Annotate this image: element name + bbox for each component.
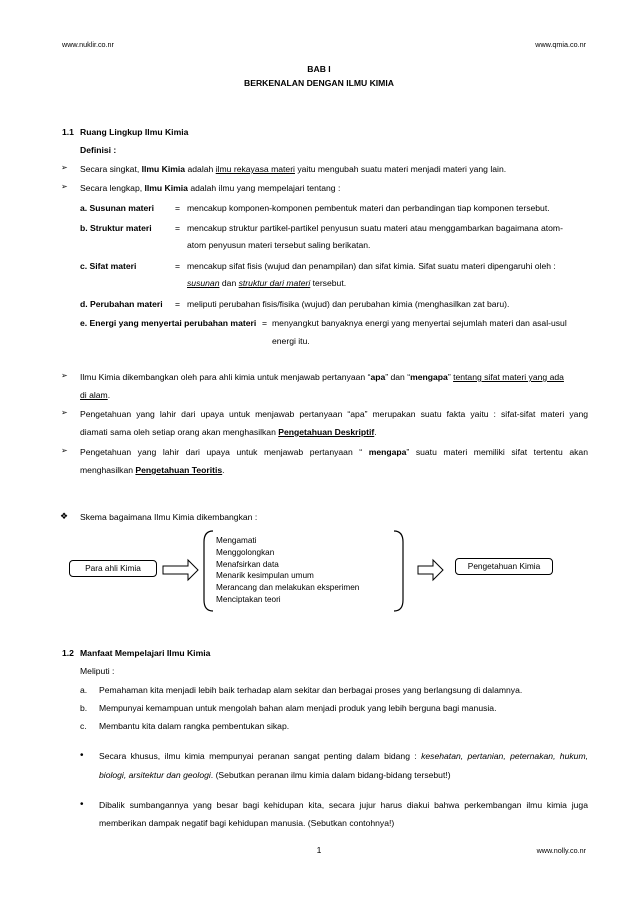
def-eq: = bbox=[175, 261, 181, 271]
definition-long: Secara lengkap, Ilmu Kimia adalah ilmu yang mempelajari tentang : bbox=[80, 183, 341, 193]
list-item: Pemahaman kita menjadi lebih baik terhadap alam sekitar dan berbagai proses yang berlangsung di dalamnya. bbox=[99, 685, 523, 695]
section-heading: Manfaat Mempelajari Ilmu Kimia bbox=[80, 648, 211, 658]
schema-source-box: Para ahli Kimia bbox=[69, 560, 157, 577]
paragraph-fields-cont: biologi, arsitektur dan geologi. (Sebutkan peranan ilmu kimia dalam bidang-bidang tersebut!) bbox=[99, 770, 451, 780]
arrow-bullet-icon: ➢ bbox=[61, 163, 68, 172]
right-bracket bbox=[394, 531, 403, 611]
chapter-title: BERKENALAN DENGAN ILMU KIMIA bbox=[244, 78, 394, 88]
schema-steps bbox=[216, 535, 359, 606]
def-text-d: meliputi perubahan fisis/fisika (wujud) dan perubahan kimia (menghasilkan zat baru). bbox=[187, 299, 510, 309]
right-arrow-icon bbox=[163, 560, 198, 580]
list-item: Membantu kita dalam rangka pembentukan sikap. bbox=[99, 721, 290, 731]
def-text-e: menyangkut banyaknya energi yang menyertai sejumlah materi dan asal-usul bbox=[272, 318, 567, 328]
schema-step: Merancang dan melakukan eksperimen bbox=[216, 583, 360, 593]
def-eq: = bbox=[175, 203, 181, 213]
definition-short: Secara singkat, Ilmu Kimia adalah ilmu rekayasa materi yaitu mengubah suatu materi menjadi materi yang lain. bbox=[80, 164, 507, 174]
left-bracket bbox=[204, 531, 213, 611]
section-number: 1.2 bbox=[62, 648, 74, 658]
def-text-b-cont: atom penyusun materi tersebut saling berikatan. bbox=[187, 240, 371, 250]
def-eq: = bbox=[175, 299, 181, 309]
list-marker: a. bbox=[80, 685, 88, 695]
def-term-e: e. Energi yang menyertai perubahan materi bbox=[80, 318, 257, 328]
arrow-bullet-icon: ➢ bbox=[61, 408, 68, 417]
schema-step: Menggolongkan bbox=[216, 547, 275, 557]
list-marker: c. bbox=[80, 721, 87, 731]
schema-step: Menciptakan teori bbox=[216, 594, 281, 604]
dot-bullet-icon: • bbox=[80, 799, 84, 810]
list-item: Mempunyai kemampuan untuk mengolah bahan alam menjadi produk yang lebih berguna bagi manusia. bbox=[99, 703, 497, 713]
header-right-url: www.qmia.co.nr bbox=[535, 40, 586, 49]
arrow-bullet-icon: ➢ bbox=[61, 371, 68, 380]
def-eq: = bbox=[262, 318, 268, 328]
paragraph-apa-mengapa: Ilmu Kimia dikembangkan oleh para ahli kimia untuk menjawab pertanyaan “apa” dan “mengapa” tentang sifat materi yang ada bbox=[80, 372, 564, 382]
schema-step: Mengamati bbox=[216, 536, 257, 545]
arrow-bullet-icon: ➢ bbox=[61, 446, 68, 455]
arrow-bullet-icon: ➢ bbox=[61, 182, 68, 191]
def-text-c: mencakup sifat fisis (wujud dan penampilan) dan sifat kimia. Sifat suatu materi dipengaruhi oleh : bbox=[187, 261, 556, 271]
section-heading: Ruang Lingkup Ilmu Kimia bbox=[80, 127, 189, 137]
paragraph-descriptive: Pengetahuan yang lahir dari upaya untuk menjawab pertanyaan “apa” merupakan suatu fakta yaitu : sifat-sifat materi yang bbox=[80, 409, 588, 419]
def-text-e-cont: energi itu. bbox=[272, 336, 310, 346]
def-text-c-cont: susunan dan struktur dari materi tersebut. bbox=[187, 278, 347, 288]
diamond-bullet-icon: ❖ bbox=[60, 511, 69, 521]
schema-step: Menarik kesimpulan umum bbox=[216, 571, 314, 581]
paragraph-negative-impact: Dibalik sumbangannya yang besar bagi kehidupan kita, secara jujur harus diakui bahwa perkembangan ilmu kimia juga bbox=[99, 800, 588, 810]
paragraph-theoretical-cont: menghasilkan Pengetahuan Teoritis. bbox=[80, 465, 225, 475]
paragraph-theoretical: Pengetahuan yang lahir dari upaya untuk menjawab pertanyaan “ mengapa” suatu materi memiliki sifat tertentu akan bbox=[80, 447, 588, 457]
def-term-b: b. Struktur materi bbox=[80, 223, 152, 233]
list-marker: b. bbox=[80, 703, 88, 713]
footer-right-url: www.nolly.co.nr bbox=[536, 846, 586, 855]
schema-result-box: Pengetahuan Kimia bbox=[455, 558, 553, 575]
schema-step: Menafsirkan data bbox=[216, 559, 279, 569]
paragraph-negative-impact-cont: memberikan dampak negatif bagi kehidupan manusia. (Sebutkan contohnya!) bbox=[99, 818, 395, 828]
def-eq: = bbox=[175, 223, 181, 233]
def-text-a: mencakup komponen-komponen pembentuk materi dan perbandingan tiap komponen tersebut. bbox=[187, 203, 550, 213]
paragraph-apa-mengapa-cont: di alam. bbox=[80, 390, 111, 400]
page-number: 1 bbox=[316, 845, 322, 855]
schema-label: Skema bagaimana Ilmu Kimia dikembangkan : bbox=[80, 512, 258, 522]
section-number: 1.1 bbox=[62, 127, 74, 137]
dot-bullet-icon: • bbox=[80, 750, 84, 761]
def-term-d: d. Perubahan materi bbox=[80, 299, 163, 309]
def-text-b: mencakup struktur partikel-partikel penyusun suatu materi atau menggambarkan bagaimana atom- bbox=[187, 223, 563, 233]
header-left-url: www.nuklir.co.nr bbox=[62, 40, 114, 49]
def-term-a: a. Susunan materi bbox=[80, 203, 155, 213]
paragraph-descriptive-cont: diamati sama oleh setiap orang akan menghasilkan Pengetahuan Deskriptif. bbox=[80, 427, 377, 437]
intro-text: Meliputi : bbox=[80, 666, 115, 676]
def-term-c: c. Sifat materi bbox=[80, 261, 137, 271]
chapter-number: BAB I bbox=[307, 64, 331, 74]
definition-label: Definisi : bbox=[80, 145, 117, 155]
right-arrow-icon bbox=[418, 560, 443, 580]
paragraph-fields: Secara khusus, ilmu kimia mempunyai peranan sangat penting dalam bidang : kesehatan, pertanian, peternakan, hukum, bbox=[99, 751, 588, 761]
